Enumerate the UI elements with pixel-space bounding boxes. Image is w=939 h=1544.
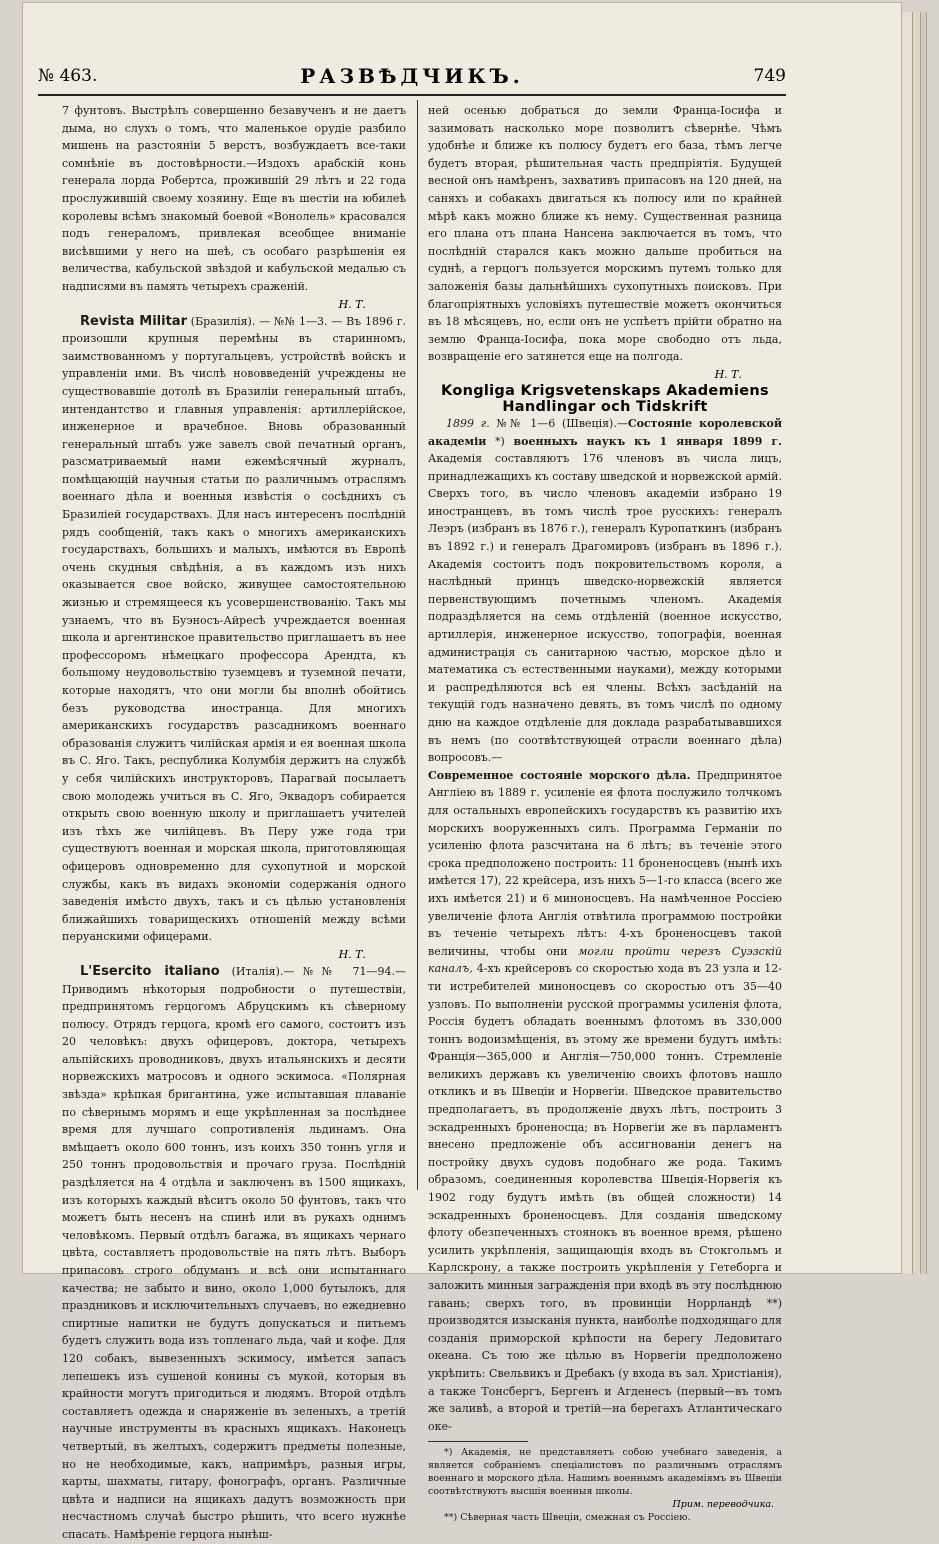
emphasis: могли пройти черезъ Суэзскій каналъ, <box>428 944 782 976</box>
journal-origin: (Италія).—№№ 71—94.— <box>219 964 406 978</box>
page-number: 749 <box>753 66 786 86</box>
issue-number: № 463. <box>38 66 98 86</box>
article-naval <box>428 767 782 1436</box>
footnote-marker: *) <box>486 434 514 448</box>
author-signature: Н. Т. <box>338 947 366 961</box>
article-text: ней осенью добраться до земли Франца-Іосифа и зазимовать насколько море позволитъ сѣвернѣе. Чѣмъ удобнѣе и ближе къ полюсу будетъ его база, тѣмъ легче будетъ вторая, рѣшительная часть предпріятія. Будущей весной онъ намѣренъ, захвативъ припасовъ на 120 дней, на саняхъ и собакахъ двигаться къ полюсу или по крайней мѣрѣ какъ можно ближе къ нему. Существенная разница его плана отъ плана Нансена заключается въ томъ, что послѣдній старался какъ можно дальше пробиться на суднѣ, а герцогъ пользуется морскимъ путемъ только для заложенія базы дальнѣйшихъ сухопутныхъ поисковъ. При благопріятныхъ условіяхъ путешествіе можетъ окончиться въ 18 мѣсяцевъ, но, если онъ не успѣетъ прійти обратно на землю Франца-Іосифа, пока море свободно отъ льда, возвращеніе его затянется еще на полгода. <box>428 104 782 364</box>
article-revista-militar <box>62 313 406 946</box>
article-body: Академія составляютъ 176 членовъ въ числа лицъ, принадлежащихъ къ составу шведской и норвежской армій. Сверхъ того, въ число членовъ академіи избрано 19 иностранцевъ, въ томъ числѣ трое русскихъ: генералъ Леэръ (избранъ въ 1876 г.), генералъ Куропаткинъ (избранъ въ 1892 г.) и генералъ Драгомировъ (избранъ въ 1896 г.). Академія состоитъ подъ покровительствомъ короля, а наслѣдный принцъ шведско-норвежскій является первенствующимъ почетнымъ членомъ. Академія подраздѣляется на семь отдѣленій (военное искусство, артиллерія, инженерное искусство, топографія, военная администрація съ санитарною частью, морское дѣло и математика съ естественными науками), между которыми и распредѣляются всѣ ея члены. Всѣхъ засѣданій на текущій годъ назначено девять, въ томъ числѣ по одному дню на каждое отдѣленіе для доклада разрабатывавшихся въ немъ (по соотвѣтствующей отрасли военнаго дѣла) вопросовъ.— <box>428 452 782 765</box>
footnote: **) Сѣверная часть Швеціи, смежная съ Россіею. <box>444 1512 691 1524</box>
journal-country: (Швеція).— <box>555 416 628 430</box>
article-esercito-italiano <box>62 963 406 1544</box>
section-heading: Современное состояніе морского дѣла. <box>428 768 691 782</box>
journal-title: РАЗВѢДЧИКЪ. <box>300 64 524 88</box>
column-divider <box>417 100 418 1190</box>
article-kongliga <box>428 415 782 767</box>
page-header <box>38 62 786 96</box>
article-text: 7 фунтовъ. Выстрѣлъ совершенно безавученъ и не даетъ дыма, но слухъ о томъ, что маленькое орудіе разбило мишень на разстояніи 5 верстъ, возбуждаетъ все-таки сомнѣніе въ достовѣрности.—Издохъ арабскій конь генерала лорда Робертса, прожившій 29 лѣтъ и 22 года прослужившій своему хозяину. Еще въ шестіи на юбилеѣ королевы всѣмъ знакомый боевой «Вонолель» красовался подъ генераломъ, привлекая всеобщее вниманіе висѣвшими у него на шеѣ, съ особаго разрѣшенія ея величества, кабульской звѣздой и кабульской медалью съ надписями въ память четырехъ сраженій. <box>62 104 406 293</box>
issue-numbers: №№ 1—6 <box>496 416 556 430</box>
journal-name-kongliga: Kongliga Krigsvetenskaps Akademiens Handlingar och Tidskrift <box>441 382 769 415</box>
section-heading: военныхъ наукъ къ 1 января 1899 г. <box>513 434 782 448</box>
article-body: 4-хъ крейсеровъ со скоростью хода въ 23 узла и 12-ти истребителей миноносцевъ со скоростью отъ 35—40 узловъ. По выполненіи русской программы усиленія флота, Россія будетъ обладать военнымъ флотомъ въ 330,000 тоннъ водоизмѣщенія, въ этому же времени будутъ имѣть: Франція—365,000 и Англія—750,000 тоннъ. Стремленіе великихъ державъ къ увеличенію своихъ флотовъ нашло откликъ и въ Швеціи и Норвегіи. Шведское правительство предполагаетъ, въ продолженіе двухъ лѣтъ, построить 3 эскадренныхъ броненосца; въ Норвегіи же въ парламентъ внесено предложеніе объ ассигнованіи денегъ на постройку двухъ судовъ подобнаго же рода. Такимъ образомъ, соединенныя королевства Швеція-Норвегія къ 1902 году будутъ имѣть (въ общей сложности) 14 эскадренныхъ броненосцевъ. Для созданія шведскому флоту обезпеченныхъ стоянокъ въ военное время, рѣшено усилить укрѣпленія, защищающія входъ въ Стокгольмъ и Карлскрону, а также построить укрѣпленія у Гетеборга и заложить минныя загражденія при входѣ въ эту послѣднюю гавань; сверхъ того, въ провинціи Норрландѣ **) производятся изысканія пункта, наиболѣе подходящаго для созданія приморской крѣпости на берегу Ледовитаго океана. Съ тою же цѣлью въ Норвегіи предположено укрѣпить: Свельвикъ и Дребакъ (у входа въ зал. Христіанія), а также Тонсбергъ, Бергенъ и Агденесъ (первый—въ томъ же заливѣ, а второй и третій—на берегахъ Атлантическаго оке- <box>428 962 782 1433</box>
section-heading: Состояніе королевской академіи <box>428 416 782 448</box>
journal-name: L'Esercito italiano <box>80 963 220 979</box>
article-body: Приводимъ нѣкоторыя подробности о путешествіи, предпринятомъ герцогомъ Абруцскимъ къ сѣверному полюсу. Отрядъ герцога, кромѣ его самого, состоитъ изъ 20 человѣкъ: двухъ офицеровъ, доктора, четырехъ альпійскихъ проводниковъ, двухъ итальянскихъ и десяти норвежскихъ матросовъ и одного эскимоса. «Полярная звѣзда» крѣпкая бригантина, уже испытавшая плаваніе по сѣвернымъ морямъ и еще укрѣпленная за послѣднее время для лучшаго сопротивленія льдинамъ. Она вмѣщаетъ около 600 тоннъ, изъ коихъ 350 тоннъ угля и 250 тоннъ продовольствія и прочаго груза. Послѣдній раздѣляется на 4 отдѣла и заключенъ въ 1500 ящикахъ, изъ которыхъ каждый вѣситъ около 50 фунтовъ, такъ что можетъ быть несенъ на спинѣ или въ рукахъ однимъ человѣкомъ. Первый отдѣлъ багажа, въ ящикахъ чернаго цвѣта, составляетъ продовольствіе на пять лѣтъ. Выборъ припасовъ строго обдуманъ и всѣ они испытаннаго качества; не забыто и вино, около 1,000 бутылокъ, для праздниковъ и исключительныхъ случаевъ, но ежедневно спиртные напитки не будутъ допускаться и питьемъ будетъ служить вода изъ топленаго льда, чай и кофе. Для 120 собакъ, вывезенныхъ эскимосу, имѣется запасъ лепешекъ изъ сушеной конины съ мукой, которыя въ крайности могутъ пригодиться и людямъ. Второй отдѣлъ составляетъ одежда и снаряженіе въ зеленыхъ, а третій научные инструменты въ красныхъ ящикахъ. Наконецъ четвертый, въ желтыхъ, содержитъ предметы полезные, но не необходимые, какъ, напримѣръ, разныя игры, карты, шахматы, гитару, фонографъ, органъ. Различные цвѣта и надписи на ящикахъ дадутъ возможность при несчастномъ случаѣ быстро рѣшить, что всего нужнѣе спасать. Намѣреніе герцога нынѣш- <box>62 982 406 1541</box>
footnote: *) Академія, не представляетъ собою учебнаго заведенія, а является собраніемъ спеціалистовъ по различнымъ отраслямъ военнаго и морского дѣла. Нашимъ военнымъ академіямъ въ Швеціи соотвѣтствуютъ высшія военныя школы. <box>428 1447 782 1498</box>
article-body: Въ 1896 г. произошли крупныя перемѣны въ старинномъ, заимствованномъ у португальцевъ, устройствѣ войскъ и управленіи ими. Въ числѣ нововведеній учреждены не существовавшіе дотолѣ въ Бразиліи генеральный штабъ, интендантство и главныя управленія: артиллерійское, инженерное и врачебное. Вновь образованный генеральный штабъ уже завелъ свой печатный органъ, разсматриваемый нами ежемѣсячный журналъ, помѣщающій научныя статьи по различнымъ отраслямъ военнаго дѣла и военныя извѣстія о сосѣднихъ съ Бразиліей государствахъ. Для насъ интересенъ послѣдній рядъ сообщеній, такъ какъ о многихъ американскихъ государствахъ, большихъ и малыхъ, имѣются въ Европѣ очень скудныя свѣдѣнія, а въ каждомъ изъ нихъ оказывается свое войско, живущее самостоятельною жизнью и стремящееся къ усовершенствованію. Такъ мы узнаемъ, что въ Буэносъ-Айресѣ учреждается военная школа и аргентинское правительство приглашаетъ въ нее профессоромъ нѣмецкаго профессора Арендта, къ большому неудовольствію туземцевъ и туземной печати, которые находятъ, что они могли бы вполнѣ обойтись безъ руководства иностранца. Для многихъ американскихъ государствъ разсадникомъ военнаго образованія служитъ чилійская армія и ея военная школа въ С. Яго. Такъ, республика Колумбія держитъ на службѣ у себя чилійскихъ инструкторовъ, Парагвай посылаетъ свою молодежь учиться въ С. Яго, Эквадоръ собирается открыть свою военную школу и приглашаетъ учителей изъ тѣхъ же чилійцевъ. Въ Перу уже года три существуютъ военная и морская школа, приготовляющая офицеровъ одновременно для сухопутной и морской службы, какъ въ видахъ экономіи содержанія одного заведенія имѣсто двухъ, такъ и съ цѣлью установленія ближайшихъ товарищескихъ отношеній между всѣми перуанскими офицерами. <box>62 314 406 944</box>
author-signature: Н. Т. <box>714 367 742 381</box>
author-signature: Н. Т. <box>338 297 366 311</box>
footnote-signature: Прим. переводчика. <box>672 1499 774 1511</box>
right-column <box>428 102 782 1524</box>
article-body: Предпринятое Англіею въ 1889 г. усиленіе ея флота послужило толчкомъ для остальныхъ европейскихъ государствъ къ развитію ихъ морскихъ вооруженныхъ силъ. Программа Германіи по усиленію флота разсчитана на 6 лѣтъ; въ теченіе этого срока предположено построить: 11 броненосцевъ (нынѣ ихъ имѣется 17), 22 крейсера, изъ нихъ 5—1-го класса (всего же ихъ имѣется 21) и 6 миноносцевъ. На намѣченное Россіею увеличеніе флота Англія отвѣтила программою постройки въ теченіе четырехъ лѣтъ: 4-хъ броненосцевъ такой величины, чтобы они <box>428 768 782 958</box>
footnote-rule <box>428 1441 528 1442</box>
journal-year: 1899 г. <box>446 416 497 430</box>
journal-name: Revista Militar <box>80 313 187 329</box>
journal-origin: (Бразилія). — №№ 1—3. — <box>187 314 347 328</box>
left-column <box>62 102 406 1541</box>
